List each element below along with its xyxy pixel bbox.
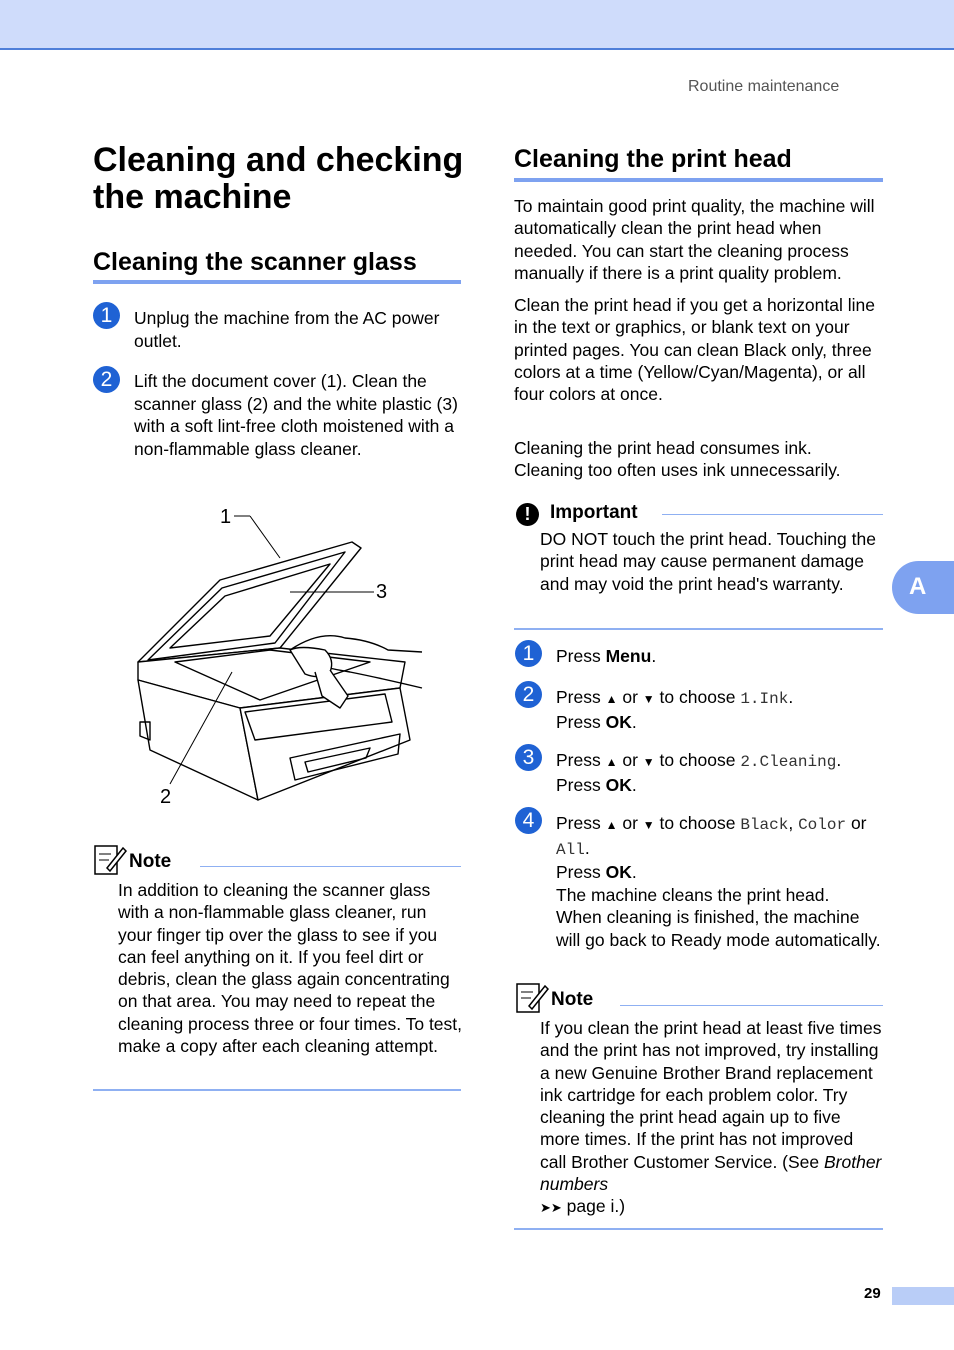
important-bottom-rule	[514, 628, 883, 630]
down-arrow-icon: ▼	[642, 692, 655, 706]
note-bottom-rule	[514, 1228, 883, 1230]
up-arrow-icon: ▲	[605, 755, 618, 769]
step-text-1: Unplug the machine from the AC power outlet.	[134, 308, 440, 351]
note-title: Note	[129, 851, 172, 872]
note-title: Note	[551, 989, 594, 1010]
step-number-3: 3	[515, 744, 542, 771]
arrow-icon: ➤➤	[540, 1200, 562, 1216]
note-pencil-icon	[515, 980, 549, 1014]
step-number-1: 1	[515, 640, 542, 667]
important-text: DO NOT touch the print head. Touching the print head may cause permanent damage and may void the print head's warranty.	[540, 529, 876, 594]
note-bottom-rule	[93, 1089, 461, 1091]
step-number-2: 2	[515, 681, 542, 708]
step-number-2: 2	[93, 366, 120, 393]
important-title-rule	[662, 514, 883, 515]
menu-key: Menu	[605, 646, 652, 666]
appendix-tab: A	[892, 561, 954, 614]
step-text-3: Press ▲ or ▼ to choose 2.Cleaning. Press OK.	[556, 750, 842, 795]
note-title-rule	[620, 1005, 883, 1006]
paragraph-3: Cleaning the print head consumes ink. Cleaning too often uses ink unnecessarily.	[514, 438, 841, 481]
page-number-bar	[892, 1287, 954, 1305]
section-rule	[93, 280, 461, 284]
scanner-illustration	[130, 500, 430, 810]
step-text-4: Press ▲ or ▼ to choose Black, Color or All. Press OK. The machine cleans the print head. When cleaning is finished, the machine will go back to Ready mode automatically.	[556, 813, 881, 950]
brother-numbers-ref: Brother numbers	[540, 1151, 882, 1195]
paragraph-2: Clean the print head if you get a horizontal line in the text or graphics, or blank text on your printed pages. You can clean Black only, three colors at a time (Yellow/Cyan/Magenta), or all four colors at once.	[514, 295, 875, 405]
step-number-4: 4	[515, 807, 542, 834]
section-title-print-head: Cleaning the print head	[514, 145, 792, 173]
ok-key: OK	[605, 711, 632, 732]
header-band	[0, 0, 954, 50]
down-arrow-icon: ▼	[642, 818, 655, 832]
up-arrow-icon: ▲	[605, 818, 618, 832]
page-number: 29	[864, 1285, 881, 1302]
down-arrow-icon: ▼	[642, 755, 655, 769]
step-number-1: 1	[93, 302, 120, 329]
page-title: Cleaning and checking the machine	[93, 141, 464, 216]
callout-1: 1	[220, 506, 232, 528]
step-text-2: Press ▲ or ▼ to choose 1.Ink. Press OK.	[556, 687, 794, 732]
note-pencil-icon	[93, 842, 127, 876]
up-arrow-icon: ▲	[605, 692, 618, 706]
paragraph-1: To maintain good print quality, the machine will automatically clean the print head when needed. You can start the cleaning process manually if there is a print quality problem.	[514, 196, 875, 283]
important-icon: !	[516, 503, 539, 526]
callout-3: 3	[376, 581, 388, 603]
note-text: In addition to cleaning the scanner glass with a non-flammable glass cleaner, run your finger tip over the glass to see if you can feel anything on it. If you feel dirt or debris, clean the glass again concentrating on that area. You may need to repeat the cleaning process three or four times. To test, make a copy after each cleaning attempt.	[118, 880, 463, 1057]
callout-2: 2	[160, 786, 172, 808]
section-rule	[514, 178, 883, 182]
note-text: If you clean the print head at least five times and the print has not improved, try installing a new Genuine Brother Brand replacement ink cartridge for each problem color. Try cleaning the print head again up to five more times. If the print has not improved call Brother Customer Service. (See Brother numbers ➤➤ page i.)	[540, 1018, 882, 1217]
step-text-1: Press Menu.	[556, 646, 657, 666]
ok-key: OK	[605, 862, 632, 882]
ok-key: OK	[605, 774, 632, 795]
note-title-rule	[200, 866, 461, 867]
step-text-2: Lift the document cover (1). Clean the scanner glass (2) and the white plastic (3) with a soft lint-free cloth moistened with a non-flammable glass cleaner.	[134, 371, 458, 459]
important-title: Important	[550, 502, 638, 523]
running-header: Routine maintenance	[688, 78, 840, 95]
section-title-scanner-glass: Cleaning the scanner glass	[93, 248, 417, 276]
